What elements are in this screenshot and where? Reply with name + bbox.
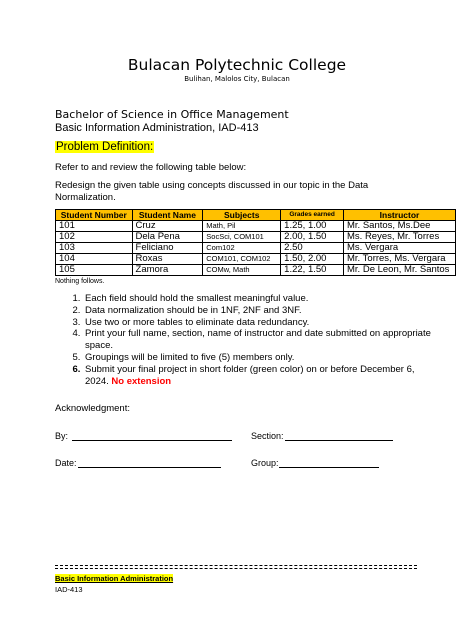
cell-student-name: Zamora — [132, 265, 203, 276]
rule-text: Print your full name, section, name of instructor and date submitted on appropriate space. — [85, 328, 431, 352]
table-header-row — [56, 210, 456, 221]
cell-student-name: Feliciano — [132, 243, 203, 254]
degree-program: Bachelor of Science in Office Management — [55, 108, 289, 121]
cell-subjects: COMw, Math — [203, 265, 281, 276]
cell-student-name: Dela Pena — [132, 232, 203, 243]
cell-subjects: COM101, COM102 — [203, 254, 281, 265]
table-row — [56, 221, 456, 232]
college-address: Bulihan, Malolos City, Bulacan — [184, 75, 290, 83]
rule-text: Use two or more tables to eliminate data redundancy. — [85, 316, 310, 328]
table-row — [56, 243, 456, 254]
list-item — [83, 364, 433, 388]
rule-text: Each field should hold the smallest meaningful value. — [85, 293, 309, 304]
footer-code: IAD-413 — [55, 585, 83, 594]
cell-subjects: SocSci, COM101 — [203, 232, 281, 243]
cell-student-name: Roxas — [132, 254, 203, 265]
cell-subjects: Com102 — [203, 243, 281, 254]
rule-text: Data normalization should be in 1NF, 2NF and 3NF. — [85, 304, 302, 316]
cell-instructor: Mr. De Leon, Mr. Santos — [344, 265, 456, 276]
cell-grades: 1.50, 2.00 — [281, 254, 344, 265]
col-student-name: Student Name — [132, 210, 203, 221]
by-field[interactable] — [72, 440, 232, 441]
date-label: Date: — [55, 458, 77, 468]
cell-grades: 1.25, 1.00 — [281, 221, 344, 232]
cell-grades: 1.22, 1.50 — [281, 265, 344, 276]
cell-student-number: 102 — [56, 232, 133, 243]
cell-student-number: 104 — [56, 254, 133, 265]
group-field[interactable] — [279, 467, 379, 468]
cell-instructor: Ms. Vergara — [344, 243, 456, 254]
table-row — [56, 265, 456, 276]
cell-grades: 2.00, 1.50 — [281, 232, 344, 243]
no-extension-note: No extension — [111, 375, 172, 387]
list-item — [83, 293, 433, 305]
problem-heading: Problem Definition: — [56, 141, 154, 153]
rule-text: Submit your final project in short folder (green color) on or before December 6, 2024. — [85, 363, 415, 387]
rule-text: Groupings will be limited to five (5) members only. — [85, 351, 295, 363]
cell-instructor: Mr. Torres, Ms. Vergara — [344, 254, 456, 265]
cell-student-number: 103 — [56, 243, 133, 254]
college-name: Bulacan Polytechnic College — [127, 56, 347, 74]
cell-instructor: Mr. Santos, Ms.Dee — [344, 221, 456, 232]
cell-instructor: Ms. Reyes, Mr. Torres — [344, 232, 456, 243]
section-label: Section: — [251, 431, 284, 441]
course-title: Basic Information Administration, IAD-413 — [55, 122, 259, 134]
rules-list — [55, 293, 433, 387]
cell-grades: 2.50 — [281, 243, 344, 254]
list-item — [83, 352, 433, 364]
col-grades-earned: Grades earned — [281, 210, 344, 221]
footer-course: Basic Information Administration — [55, 574, 174, 583]
cell-student-name: Cruz — [132, 221, 203, 232]
col-student-number: Student Number — [56, 210, 133, 221]
list-item — [83, 317, 433, 329]
footer-divider — [55, 565, 417, 569]
problem-intro: Refer to and review the following table below: — [55, 162, 247, 173]
cell-subjects: Math, Pil — [203, 221, 281, 232]
by-label: By: — [55, 431, 69, 441]
col-instructor: Instructor — [344, 210, 456, 221]
problem-task: Redesign the given table using concepts discussed in our topic in the Data Normalization. — [55, 180, 369, 203]
group-label: Group: — [251, 458, 279, 468]
date-field[interactable] — [78, 467, 221, 468]
table-row — [56, 232, 456, 243]
cell-student-number: 101 — [56, 221, 133, 232]
table-row — [56, 254, 456, 265]
list-item — [83, 305, 433, 317]
student-grades-table — [55, 209, 456, 276]
acknowledgment-heading: Acknowledgment: — [55, 403, 130, 414]
table-note: Nothing follows. — [55, 278, 105, 285]
section-field[interactable] — [285, 440, 393, 441]
cell-student-number: 105 — [56, 265, 133, 276]
col-subjects: Subjects — [203, 210, 281, 221]
list-item — [83, 328, 433, 352]
